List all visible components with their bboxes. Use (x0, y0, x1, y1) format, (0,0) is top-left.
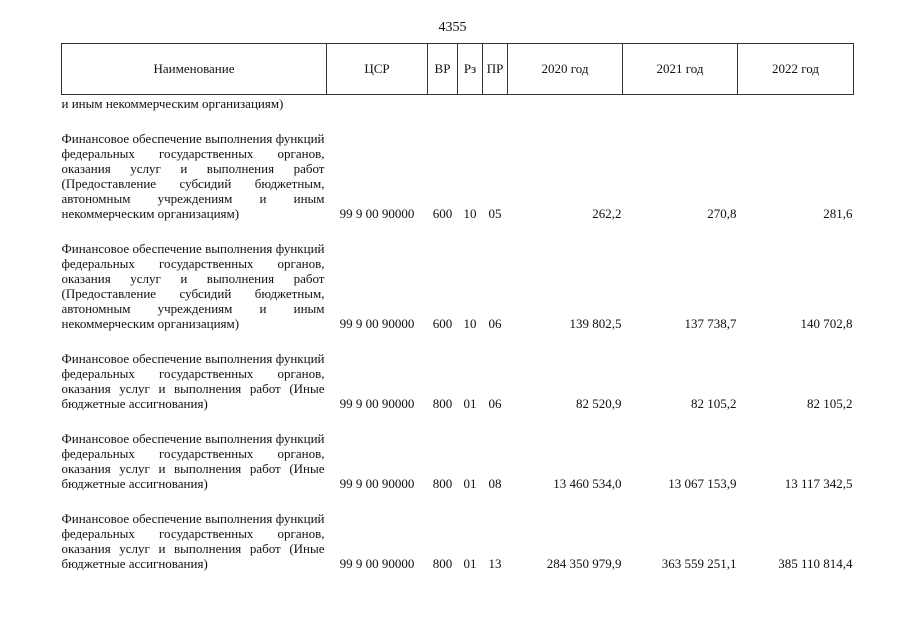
row-2020: 13 460 534,0 (553, 476, 622, 491)
header-2021: 2021 год (623, 44, 738, 95)
row-2021: 13 067 153,9 (668, 476, 737, 491)
row-name: Финансовое обеспечение выполнения функций федеральных государственных органов, оказания услуг и выполнения работ (Предоставление субсидий бюджетным, автономным учреждениям и иным некоммерческим организациям) (61, 131, 325, 221)
row-vr: 600 (432, 206, 453, 221)
header-vr: ВР (428, 44, 458, 95)
table-row (62, 111, 854, 221)
row-vr: 800 (432, 396, 453, 411)
table-header-row (62, 44, 854, 95)
row-rz: 01 (463, 396, 477, 411)
page-number: 4355 (438, 20, 467, 35)
row-2022: 13 117 342,5 (784, 476, 853, 491)
row-2020: 139 802,5 (569, 316, 622, 331)
row-2020: 262,2 (592, 206, 622, 221)
row-2022: 281,6 (823, 206, 853, 221)
continuation-row (62, 95, 854, 112)
row-2022: 385 110 814,4 (778, 556, 853, 571)
row-2021: 270,8 (707, 206, 737, 221)
row-rz: 10 (463, 316, 477, 331)
row-name: Финансовое обеспечение выполнения функций федеральных государственных органов, оказания услуг и выполнения работ (Иные бюджетные ассигнования) (61, 351, 325, 411)
table-row (62, 221, 854, 331)
row-csr: 99 9 00 90000 (339, 396, 415, 411)
budget-table (61, 43, 854, 571)
table-row (62, 331, 854, 411)
row-csr: 99 9 00 90000 (339, 476, 415, 491)
row-pr: 08 (488, 476, 502, 491)
header-2020: 2020 год (508, 44, 623, 95)
table-row (62, 491, 854, 571)
header-2022: 2022 год (738, 44, 854, 95)
continuation-text: и иным некоммерческим организациям) (61, 96, 284, 111)
header-name: Наименование (62, 44, 327, 95)
row-rz: 01 (463, 476, 477, 491)
row-pr: 05 (488, 206, 502, 221)
row-2022: 82 105,2 (807, 396, 853, 411)
row-2021: 82 105,2 (691, 396, 737, 411)
row-pr: 13 (488, 556, 502, 571)
row-pr: 06 (488, 396, 502, 411)
row-rz: 01 (463, 556, 477, 571)
row-rz: 10 (463, 206, 477, 221)
row-name: Финансовое обеспечение выполнения функций федеральных государственных органов, оказания услуг и выполнения работ (Предоставление субсидий бюджетным, автономным учреждениям и иным некоммерческим организациям) (61, 241, 325, 331)
row-2020: 82 520,9 (576, 396, 622, 411)
row-csr: 99 9 00 90000 (339, 556, 415, 571)
row-name: Финансовое обеспечение выполнения функций федеральных государственных органов, оказания услуг и выполнения работ (Иные бюджетные ассигнования) (61, 511, 325, 571)
row-2021: 137 738,7 (684, 316, 737, 331)
row-2021: 363 559 251,1 (661, 556, 737, 571)
row-csr: 99 9 00 90000 (339, 206, 415, 221)
header-csr: ЦСР (327, 44, 428, 95)
header-pr: ПР (483, 44, 508, 95)
row-vr: 800 (432, 476, 453, 491)
table-row (62, 411, 854, 491)
row-2020: 284 350 979,9 (546, 556, 622, 571)
row-name: Финансовое обеспечение выполнения функций федеральных государственных органов, оказания услуг и выполнения работ (Иные бюджетные ассигнования) (61, 431, 325, 491)
row-2022: 140 702,8 (800, 316, 853, 331)
row-vr: 800 (432, 556, 453, 571)
row-pr: 06 (488, 316, 502, 331)
header-rz: Рз (458, 44, 483, 95)
row-vr: 600 (432, 316, 453, 331)
row-csr: 99 9 00 90000 (339, 316, 415, 331)
